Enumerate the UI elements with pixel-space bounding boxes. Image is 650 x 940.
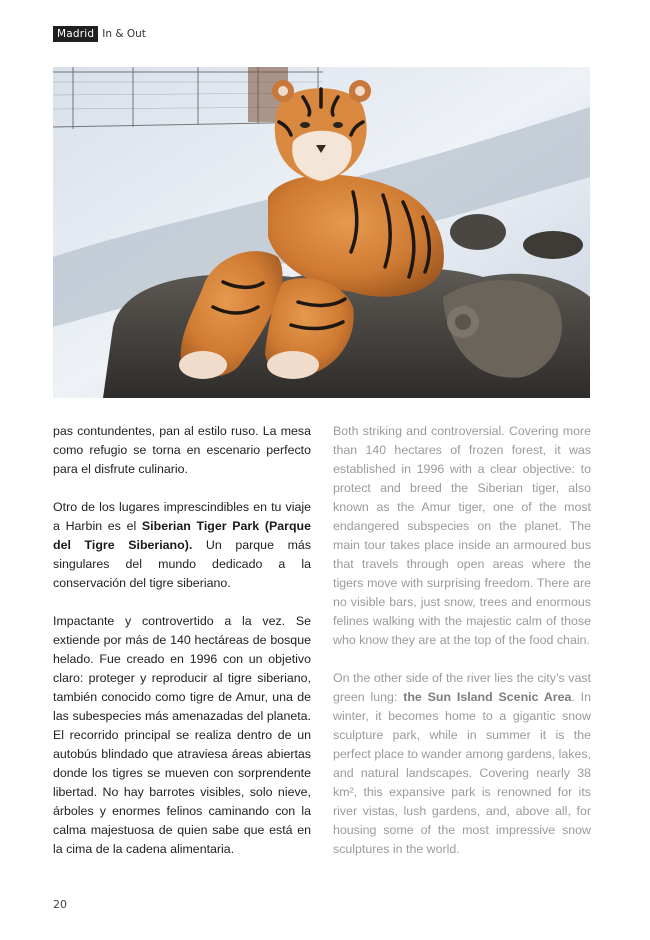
spanish-text-column [53, 422, 311, 859]
paragraph-text: Otro de los lugares imprescindibles en tu viaje a Harbin es el [53, 500, 311, 533]
paragraph [333, 669, 591, 859]
magazine-header [53, 26, 146, 42]
section-subtitle: In & Out [102, 28, 146, 40]
page-number: 20 [53, 898, 67, 911]
paragraph-text: Un parque más singulares del mundo dedicado a la conservación del tigre siberiano. [53, 538, 312, 590]
section-tag: Madrid [53, 26, 98, 42]
park-name-highlight: the Sun Island Scenic Area [403, 690, 572, 704]
park-name-highlight: Siberian Tiger Park (Parque del Tigre Siberiano). [53, 519, 311, 552]
tiger-photo-illustration [53, 67, 590, 398]
paragraph [53, 498, 311, 593]
paragraph-text: On the other side of the river lies the city’s vast green lung: [333, 671, 591, 704]
paragraph: pas contundentes, pan al estilo ruso. La mesa como refugio se torna en escenario perfecto para el disfrute culinario. [53, 424, 311, 476]
siberian-tiger-photo [53, 67, 590, 398]
paragraph: Impactante y controvertido a la vez. Se extiende por más de 140 hectáreas de bosque helado. Fue creado en 1996 con un objetivo claro: proteger y reproducir al tigre siberiano, también conocido como tigre de Amur, una de las subespecies más amenazadas del planeta. El recorrido principal se realiza dentro de un autobús blindado que atraviesa áreas abiertas donde los tigres se mueven con sorprendente libertad. No hay barrotes visibles, solo nieve, árboles y enormes felinos caminando con la calma majestuosa de quien sabe que está en la cima de la cadena alimentaria. [53, 614, 311, 856]
paragraph-text: . In winter, it becomes home to a gigantic snow sculpture park, while in summer it is the perfect place to wander among gardens, lakes, and natural landscapes. Covering nearly 38 km², this expansive park is renowned for its river vistas, lush gardens, and, above all, for housing some of the most impressive snow sculptures in the world. [333, 690, 592, 856]
english-text-column [333, 422, 591, 859]
paragraph: Both striking and controversial. Covering more than 140 hectares of frozen forest, it was established in 1996 with a clear objective: to protect and breed the Siberian tiger, also known as the Amur tiger, one of the most endangered subspecies on the planet. The main tour takes place inside an armoured bus that travels through open areas where the tigers move with surprising freedom. There are no visible bars, just snow, trees and enormous felines walking with the majestic calm of those who know they are at the top of the food chain. [333, 424, 591, 647]
